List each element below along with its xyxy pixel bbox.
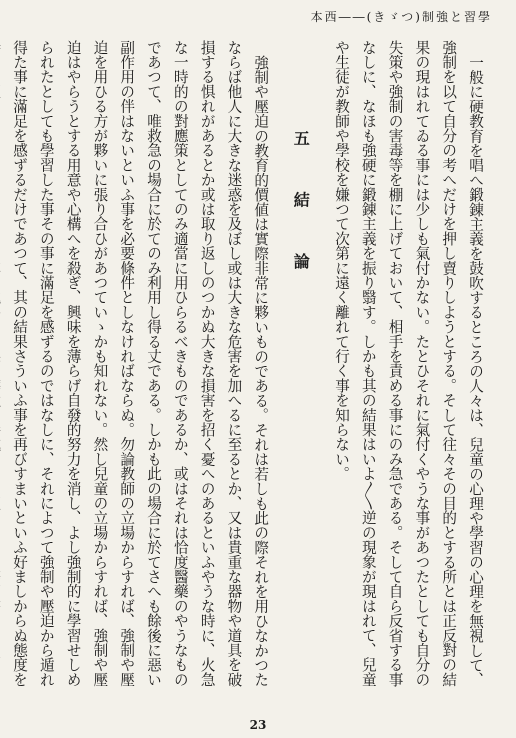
paragraph-1: 一般に硬教育を唱へ鍛錬主義を鼓吹するところの人々は、兒童の心理や學習の心理を無視して、強制を以て自分の考へだけを押し賣りしようとする。そして往々その目的とする所とは正反對の結果の現はれてゐる事には少しも氣付かない。たとひそれに氣付くやうな事があつたとしても自分の失策や強制の害毒等を棚に上げておいて、相手を責める事にのみ急である。そして自ら反省する事なしに、なほも強硬に鍛錬主義を振り翳す。しかも其の結果はいよ〳〵逆の現象が現はれて、兒童や生徒が教師や學校を嫌つて次第に遠く離れて行く事を知らない。 (333, 40, 484, 687)
page-number: 23 (249, 718, 267, 732)
paragraph-2: 強制や壓迫の教育的價値は實際非常に夥いものである。それは若しも此の際それを用ひなかつたならば他人に大きな迷惑を及ぼし或は大きな危害を加へるに至るとか、又は貴重な器物や道具を破損する惧れがあるとか或は取り返しのつかぬ大きな損害を招く憂へのあるといふやうな時に、火急な一時的の對應策としてのみ適當に用ひらるべきものであるか、或はそれは恰度醫藥のやうなものであつて、唯救急の場合に於てのみ利用し得る丈である。しかも此の場合に於てさへも餘後に惡い副作用の伴はないといふ事を必要條件としなければならぬ。勿論教師の立場からすれば、強制や壓迫を用ひる方が夥いに張り合ひがあつていゝかも知れない。然し兒童の立場からすれば、強制や壓迫はやらうとする用意や心構へを殺ぎ、興味を薄らげ自發的努力を消し、よし強制的に學習せしめられたとしても學習した事その事に滿足を感ずるのではなしに、それによつて強制や壓迫から遁れ得た事に滿足を感ずるだけであつて、其の結果さういふ事を再びすまいといふ好ましからぬ態度を (11, 40, 270, 687)
section-heading: 五 結 論 (291, 130, 311, 290)
running-header: 學習と強制(つゞき)――西本 (310, 10, 492, 24)
vertical-text-body (11, 40, 488, 690)
